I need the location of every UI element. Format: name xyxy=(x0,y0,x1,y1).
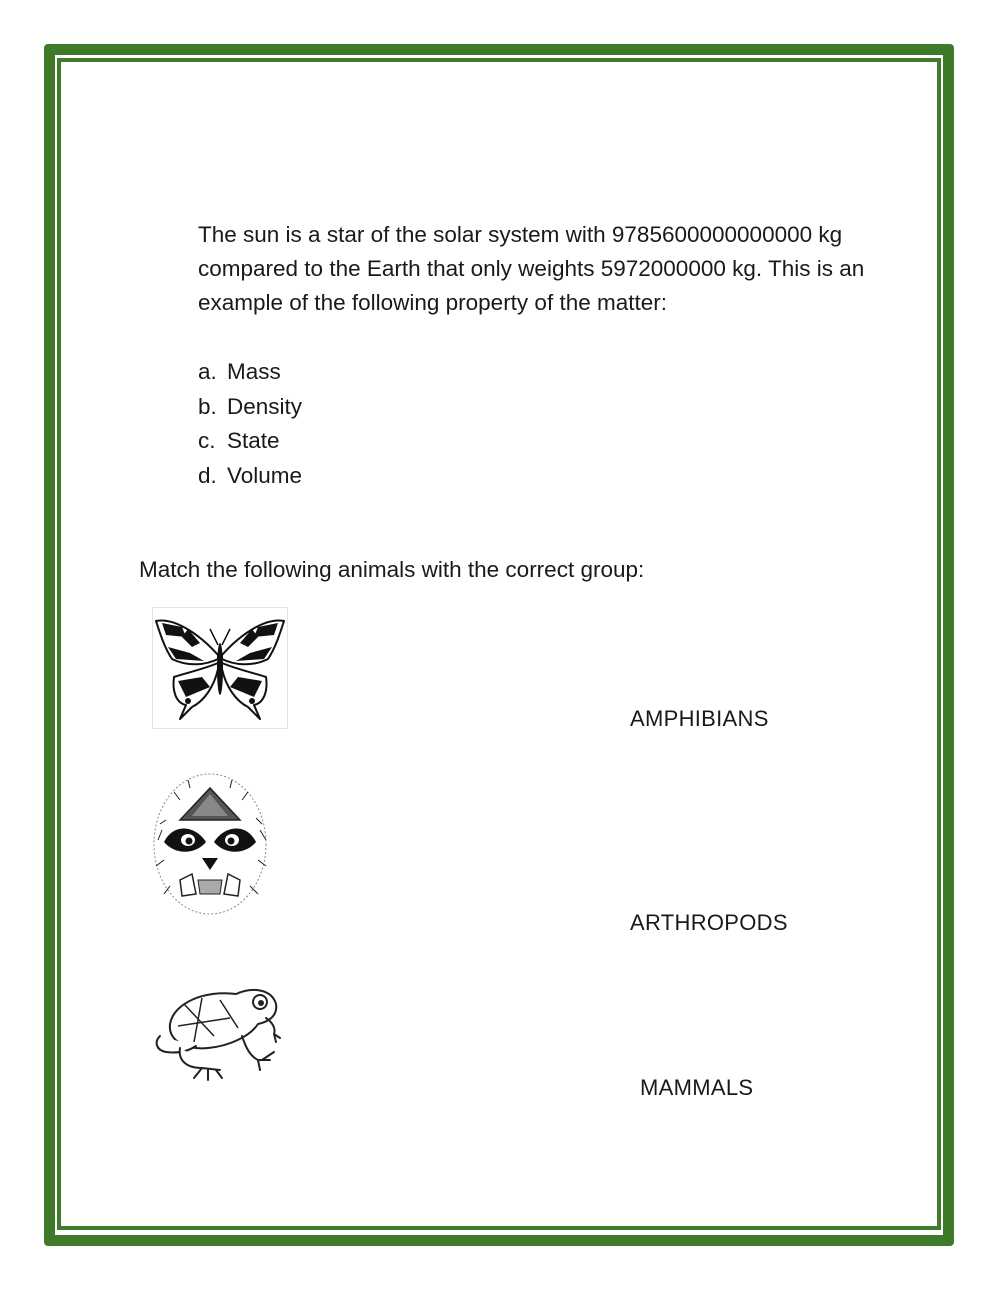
group-label-mammals[interactable]: MAMMALS xyxy=(640,1075,754,1100)
group-label-amphibians[interactable]: AMPHIBIANS xyxy=(630,706,769,731)
option-a[interactable] xyxy=(198,355,302,390)
frog-icon[interactable] xyxy=(150,976,282,1082)
option-b[interactable] xyxy=(198,390,302,425)
option-label: State xyxy=(227,428,280,453)
option-letter: a. xyxy=(198,359,217,384)
butterfly-icon[interactable] xyxy=(152,607,288,729)
option-letter: d. xyxy=(198,462,217,488)
matching-instruction: Match the following animals with the correct group: xyxy=(139,557,645,582)
option-letter: c. xyxy=(198,428,216,453)
question-text: The sun is a star of the solar system with 9785600000000000 kg compared to the Earth that only weights 5972000000 kg. This is an example of the following property of the matter: xyxy=(198,222,865,315)
option-label: Volume xyxy=(227,462,303,488)
group-label-arthropods[interactable]: ARTHROPODS xyxy=(630,910,788,935)
raccoon-icon[interactable] xyxy=(150,770,272,916)
option-d[interactable] xyxy=(198,459,302,494)
option-letter: b. xyxy=(198,393,217,419)
option-label: Mass xyxy=(227,359,281,384)
option-c[interactable] xyxy=(198,424,302,459)
answer-options xyxy=(198,355,302,493)
option-label: Density xyxy=(227,393,303,419)
